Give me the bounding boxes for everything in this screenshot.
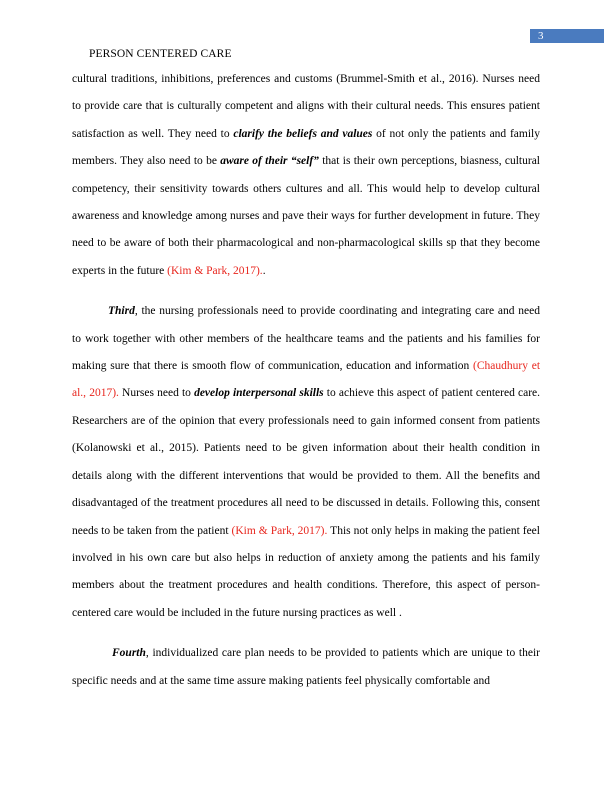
paragraph-text: , the nursing professionals need to provide coordinating and integrating care and need to work together with other members of the healthcare teams and the patients and his families for making sure that there is smooth flow of communication, education and information [72,305,540,373]
paragraph-cultural-traditions [72,66,540,285]
running-head: PERSON CENTERED CARE [89,48,232,60]
emphasis-text: aware of their “self” [220,155,319,168]
emphasis-text: Third [108,305,135,318]
emphasis-text: Fourth [112,647,146,660]
paragraph-fourth [72,640,540,695]
paragraph-third [72,298,540,627]
paragraph-text: Nurses need to [118,387,195,400]
paragraph-text: cultural traditions, inhibitions, preferences and customs (Brummel-Smith et al., 2016). Nurses need to provide care that is culturally competent and aligns with their cultural needs. This ensures patient satisfaction as well. They need to [72,73,540,140]
paragraph-text: of not only the patients and family members. They also need to be [72,127,540,168]
paragraph-text: This not only helps in making the patient feel involved in his own care but also helps in reduction of anxiety among the patients and his family members about the treatment procedures and health conditions. Therefore, this aspect of person-centered care would be included in the future nursing practices as well . [72,524,540,619]
citation-highlight: (Kim & Park, 2017). [167,264,263,277]
page-number: 3 [538,30,544,42]
emphasis-text: clarify the beliefs and values [233,127,373,140]
emphasis-text: develop interpersonal skills [194,387,324,400]
paragraph-text: that is their own perceptions, biasness, cultural competency, their sensitivity towards others cultures and all. This would help to develop cultural awareness and knowledge among nurses and pave their ways for further development in future. They need to be aware of both their pharmacological and non-pharmacological skills sp that they become experts in the future [72,155,540,277]
paragraph-text: . [262,264,266,277]
citation-highlight: (Chaudhury et al., 2017). [72,360,541,400]
paragraph-spacer [72,285,540,298]
paragraph-text: to achieve this aspect of patient centered care. Researchers are of the opinion that every professionals need to gain informed consent from patients (Kolanowski et al., 2015). Patients need to be given information about their health condition in details along with the different interventions that would be provided to them. All the benefits and disadvantaged of the treatment procedures all need to be discussed in details. Following this, consent needs to be taken from the patient [72,387,541,537]
citation-highlight: (Kim & Park, 2017). [231,524,328,537]
paragraph-text: , individualized care plan needs to be provided to patients which are unique to their specific needs and at the same time assure making patients feel physically comfortable and [72,647,540,687]
document-body [72,66,540,695]
paragraph-spacer [72,627,540,640]
